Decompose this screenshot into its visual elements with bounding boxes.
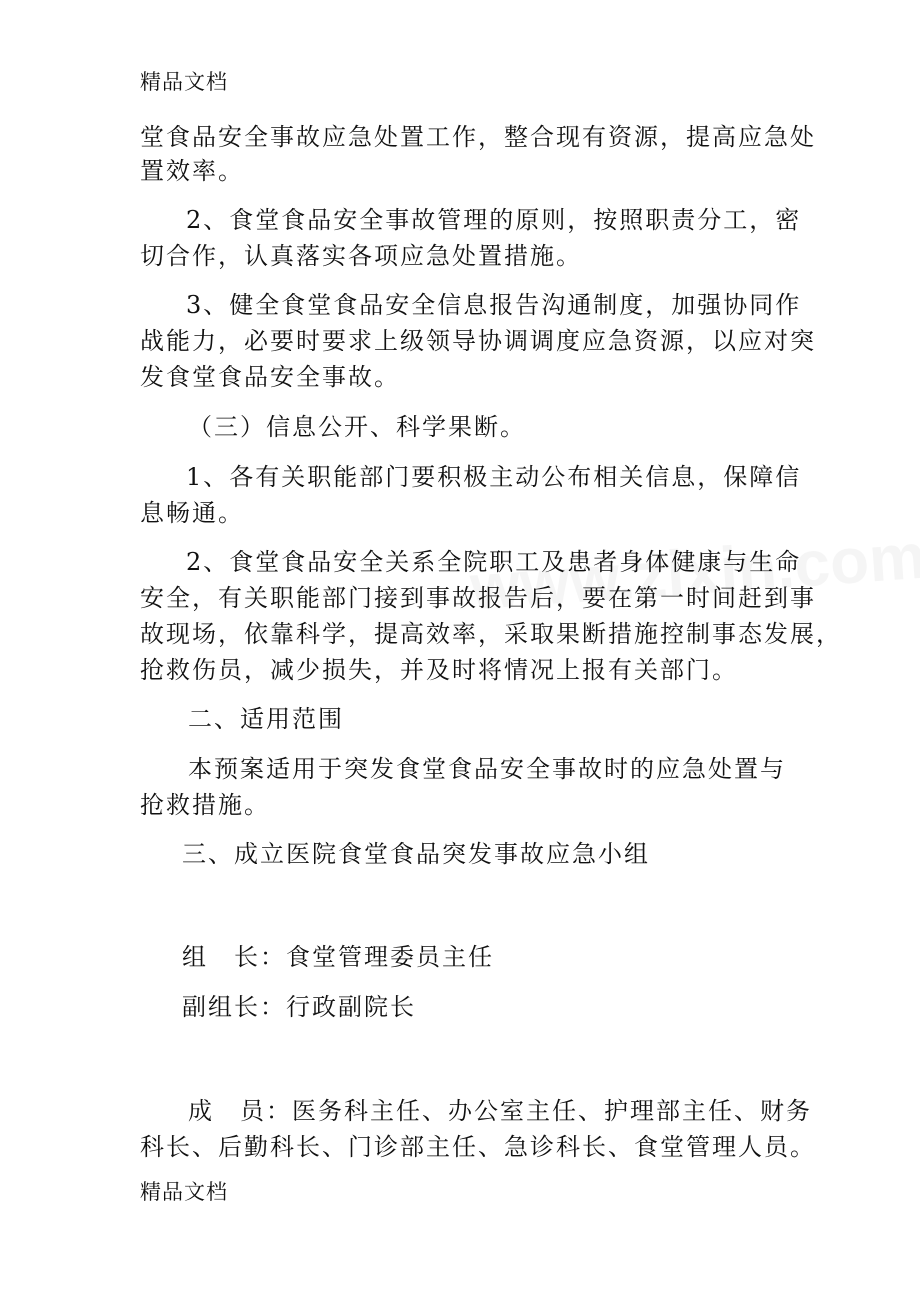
paragraph-line: 置效率。 — [140, 157, 244, 185]
paragraph-line: 2、食堂食品安全事故管理的原则，按照职责分工，密 — [186, 206, 802, 234]
members-line: 成 员：医务科主任、办公室主任、护理部主任、财务 — [188, 1097, 812, 1125]
paragraph-line: 战能力，必要时要求上级领导协调调度应急资源，以应对突 — [140, 327, 816, 355]
paragraph-line: 1、各有关职能部门要积极主动公布相关信息，保障信 — [186, 463, 802, 491]
paragraph-line: 抢救伤员，减少损失，并及时将情况上报有关部门。 — [140, 656, 738, 684]
paragraph-line: 抢救措施。 — [140, 791, 270, 819]
paragraph-line: 本预案适用于突发食堂食品安全事故时的应急处置与 — [188, 755, 786, 783]
paragraph-line: 3、健全食堂食品安全信息报告沟通制度，加强协同作 — [186, 291, 802, 319]
paragraph-line: 2、食堂食品安全关系全院职工及患者身体健康与生命 — [186, 548, 802, 576]
group-leader-line: 组 长：食堂管理委员主任 — [182, 943, 494, 971]
paragraph-line: 发食堂食品安全事故。 — [140, 363, 400, 391]
page-header: 精品文档 — [140, 70, 228, 94]
section-heading: 三、成立医院食堂食品突发事故应急小组 — [182, 840, 650, 868]
paragraph-line: 故现场，依靠科学，提高效率，采取果断措施控制事态发展， — [140, 620, 842, 648]
section-heading: （三）信息公开、科学果断。 — [188, 413, 526, 441]
members-line: 科长、后勤科长、门诊部主任、急诊科长、食堂管理人员。 — [140, 1133, 816, 1161]
deputy-leader-line: 副组长：行政副院长 — [182, 993, 416, 1021]
paragraph-line: 息畅通。 — [140, 499, 244, 527]
paragraph-line: 切合作，认真落实各项应急处置措施。 — [140, 242, 582, 270]
paragraph-line: 堂食品安全事故应急处置工作，整合现有资源，提高应急处 — [140, 123, 816, 151]
page-footer: 精品文档 — [140, 1180, 228, 1204]
section-heading: 二、适用范围 — [188, 705, 344, 733]
paragraph-line: 安全，有关职能部门接到事故报告后，要在第一时间赶到事 — [140, 584, 816, 612]
